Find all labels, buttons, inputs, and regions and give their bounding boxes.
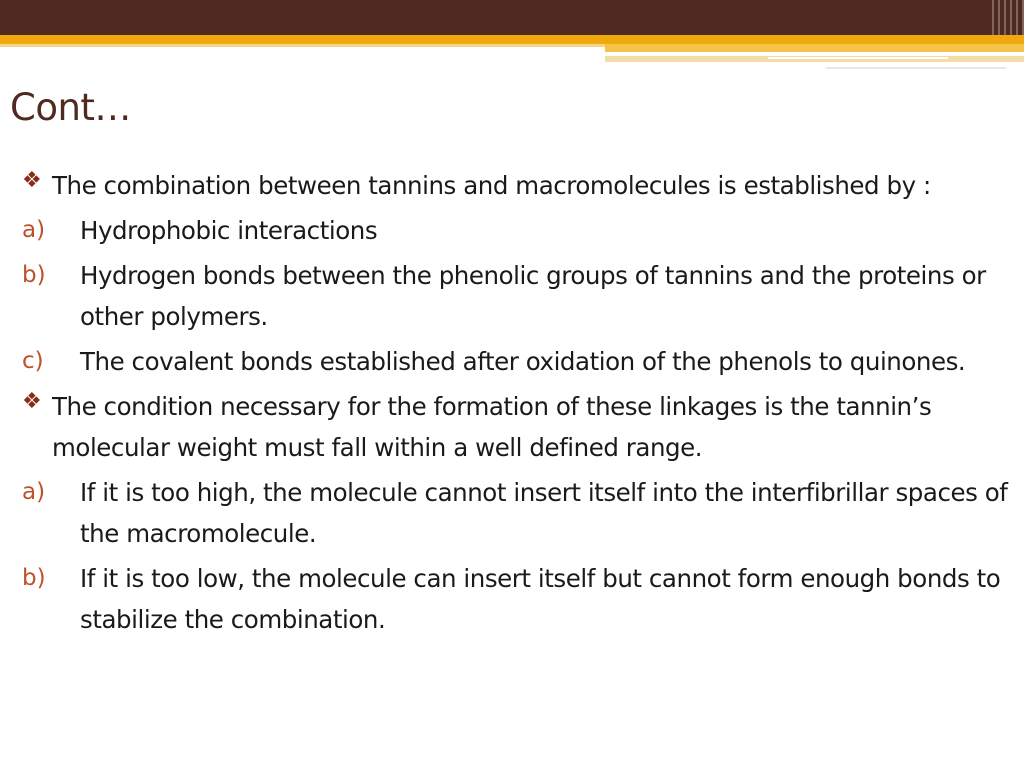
header-dark-band [0,0,1024,35]
diamond-bullet-icon: ❖ [22,389,42,414]
sub-item-marker: a) [22,217,46,243]
bullet-text: The combination between tannins and macromolecules is established by : [52,171,931,200]
sub-item-marker: b) [22,565,46,591]
sub-item-marker: c) [22,348,44,374]
sub-item-text: If it is too low, the molecule can insert itself but cannot form enough bonds to stabilize the combination. [80,564,1001,634]
header-gold-shadow [0,44,605,47]
sub-item [22,472,1012,554]
sub-item-text: Hydrogen bonds between the phenolic groups of tannins and the proteins or other polymers. [80,261,986,331]
slide-title: Cont… [10,86,131,129]
header-right-accent [605,44,1024,52]
sub-item [22,255,1012,337]
sub-item-text: The covalent bonds established after oxidation of the phenols to quinones. [80,347,966,376]
sub-item-text: Hydrophobic interactions [80,216,378,245]
bullet-item [22,386,1012,468]
sub-item [22,210,1012,251]
header-right-line-lower [826,67,1006,69]
bullet-item [22,165,1012,206]
sub-item-text: If it is too high, the molecule cannot insert itself into the interfibrillar spaces of the macromolecule. [80,478,1008,548]
header-right-line [768,57,948,59]
header-gold-band [0,35,1024,44]
slide-content [22,165,1012,644]
sub-item [22,558,1012,640]
sub-item-marker: b) [22,262,46,288]
bullet-text: The condition necessary for the formation of these linkages is the tannin’s molecular weight must fall within a well defined range. [52,392,932,462]
sub-item [22,341,1012,382]
sub-item-marker: a) [22,479,46,505]
diamond-bullet-icon: ❖ [22,168,42,193]
